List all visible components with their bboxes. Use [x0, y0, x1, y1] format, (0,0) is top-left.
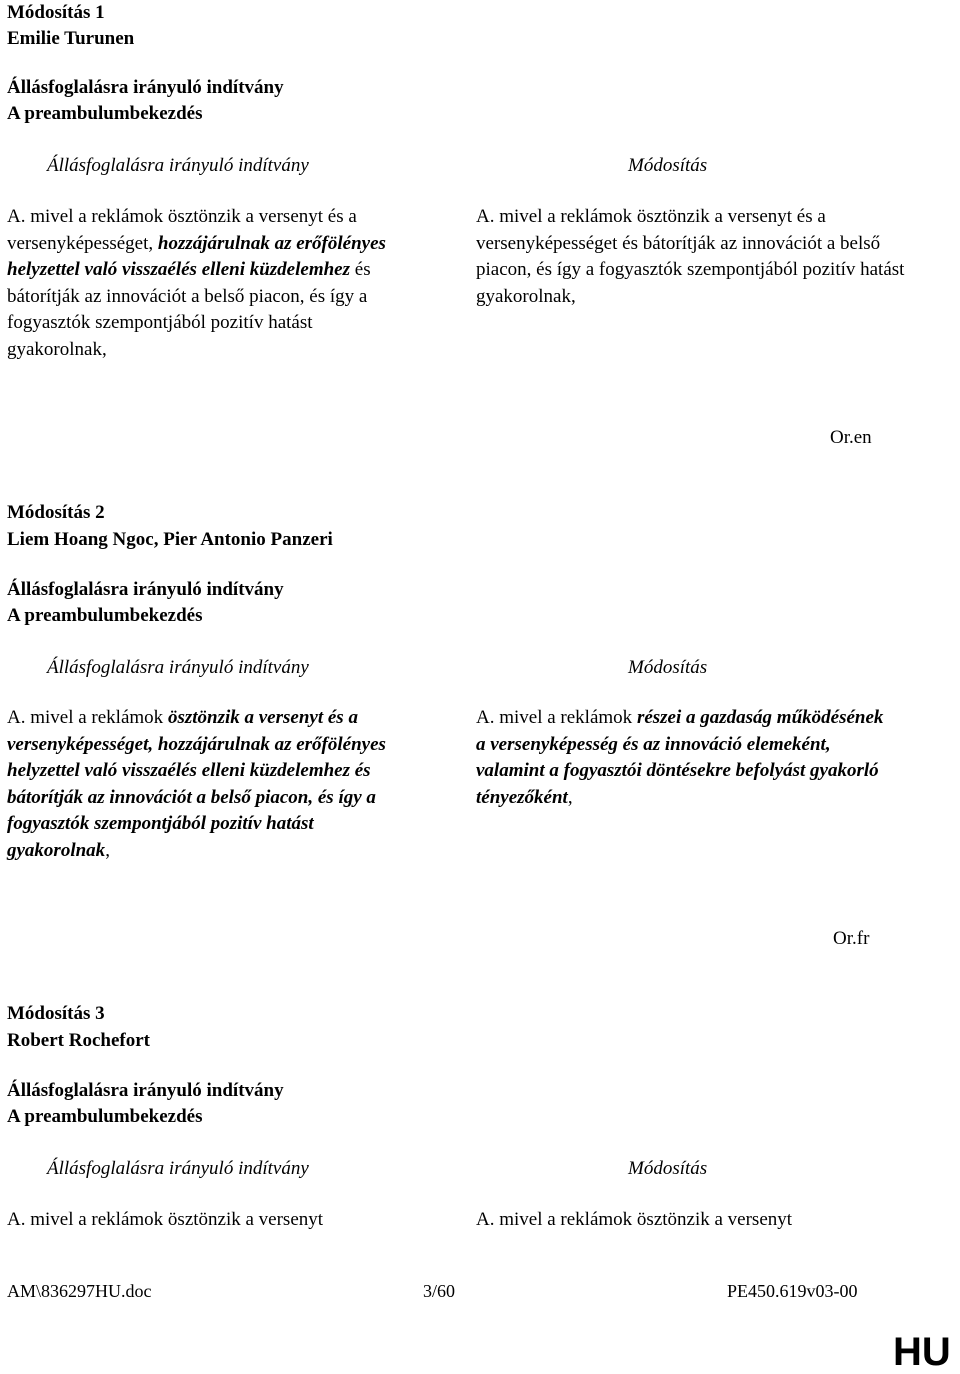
- text-segment: A. mivel a reklámok: [7, 707, 168, 728]
- amendment-3-left-head: Állásfoglalásra irányuló indítvány: [47, 1158, 309, 1179]
- text-segment: A. mivel a reklámok ösztönzik a versenyt: [476, 1209, 793, 1230]
- text-segment: A. mivel a reklámok ösztönzik a versenyt: [7, 1209, 324, 1230]
- amendment-2-original-text: [7, 705, 407, 864]
- changed-text-segment: ösztönzik a versenyt és a versenyképességet, hozzájárulnak az erőfölényes helyzettel való visszaélés elleni küzdelemhez és bátorítják az innovációt a belső piacon, és így a fogyasztók szempontjából pozitív hatást gyakorolnak: [7, 707, 386, 861]
- changed-text-segment: részei a gazdaság működésének a versenyképesség és az innováció elemeként, valamint a fogyasztói döntésekre befolyást gyakorló tényezőként: [476, 707, 884, 808]
- amendment-1-original-language: Or.en: [830, 427, 872, 448]
- amendment-2-right-head: Módosítás: [628, 657, 708, 678]
- footer-reference: PE450.619v03-00: [727, 1281, 858, 1301]
- text-segment: A. mivel a reklámok ösztönzik a versenyt és a versenyképességet és bátorítják az innovációt a belső piacon, és így a fogyasztók szempontjából pozitív hatást gyakorolnak,: [476, 206, 905, 307]
- changed-text-segment: hozzájárulnak az erőfölényes helyzettel való visszaélés elleni küzdelemhez: [7, 232, 386, 280]
- amendment-1-right-head: Módosítás: [628, 155, 708, 176]
- amendment-2-section: A preambulumbekezdés: [7, 605, 203, 626]
- amendment-1-title: Módosítás 1: [7, 2, 105, 23]
- footer-language-code: HU: [893, 1330, 951, 1374]
- amendment-2-motion-label: Állásfoglalásra irányuló indítvány: [7, 579, 284, 600]
- amendment-3-section: A preambulumbekezdés: [7, 1106, 203, 1127]
- amendment-3-right-head: Módosítás: [628, 1158, 708, 1179]
- text-segment: ,: [105, 839, 110, 861]
- amendment-2-left-head: Állásfoglalásra irányuló indítvány: [47, 657, 309, 678]
- text-segment: és bátorítják az innovációt a belső piacon, és így a fogyasztók szempontjából pozitív hatást gyakorolnak,: [7, 259, 371, 360]
- text-segment: A. mivel a reklámok: [476, 707, 637, 728]
- amendment-1-author: Emilie Turunen: [7, 28, 135, 49]
- amendment-2-original-language: Or.fr: [833, 928, 870, 949]
- amendment-3-title: Módosítás 3: [7, 1003, 105, 1024]
- amendment-3-motion-label: Állásfoglalásra irányuló indítvány: [7, 1080, 284, 1101]
- amendment-1-original-text: [7, 204, 412, 363]
- amendment-2-amended-text: [476, 705, 896, 811]
- amendment-3-author: Robert Rochefort: [7, 1030, 150, 1051]
- amendment-2-title: Módosítás 2: [7, 502, 105, 523]
- footer-page-number: 3/60: [423, 1281, 456, 1301]
- amendment-1-amended-text: [476, 204, 916, 310]
- amendment-3-original-text: [7, 1207, 427, 1234]
- footer-doc-id: AM\836297HU.doc: [7, 1281, 152, 1301]
- text-segment: ,: [567, 786, 573, 808]
- amendment-1-motion-label: Állásfoglalásra irányuló indítvány: [7, 77, 284, 98]
- amendment-1-section: A preambulumbekezdés: [7, 103, 203, 124]
- amendment-2-author: Liem Hoang Ngoc, Pier Antonio Panzeri: [7, 529, 333, 550]
- amendment-1-left-head: Állásfoglalásra irányuló indítvány: [47, 155, 309, 176]
- amendment-3-amended-text: [476, 1207, 916, 1234]
- text-segment: A. mivel a reklámok ösztönzik a versenyt és a versenyképességet,: [7, 206, 357, 254]
